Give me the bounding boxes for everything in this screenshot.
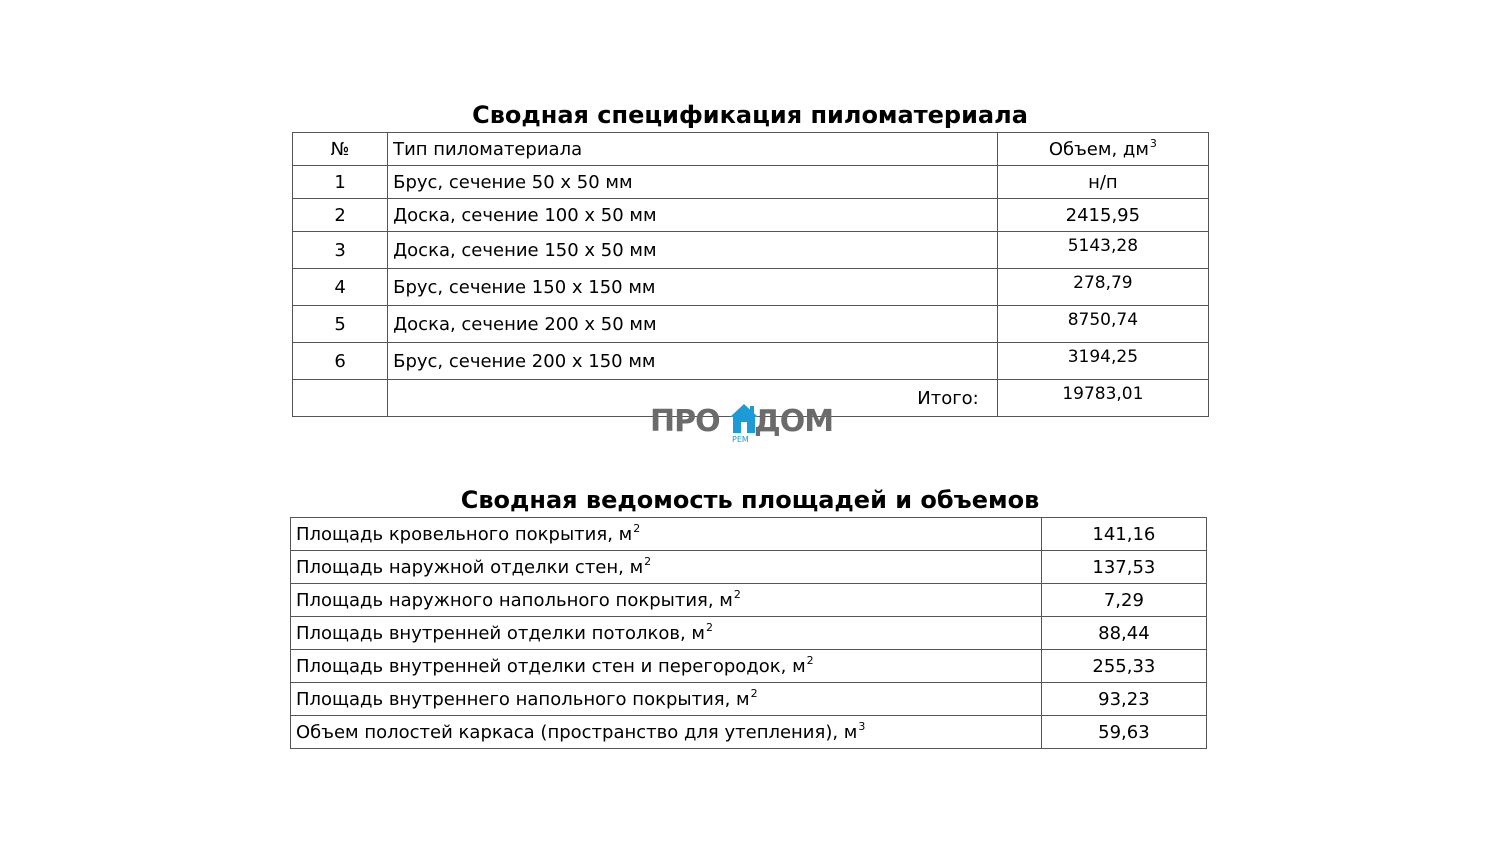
- row-num: 6: [293, 343, 388, 380]
- area-value: 88,44: [1041, 617, 1206, 650]
- table-row: [293, 343, 1209, 380]
- area-label-text: Площадь наружного напольного покрытия, м: [296, 589, 733, 611]
- table-row: [291, 716, 1207, 749]
- row-num: 3: [293, 232, 388, 269]
- area-label-text: Площадь внутренней отделки стен и перегородок, м: [296, 655, 806, 677]
- table-row: [291, 617, 1207, 650]
- areas-table-title: Сводная ведомость площадей и объемов: [460, 486, 1040, 514]
- spec-header-volume-sup: 3: [1149, 136, 1157, 150]
- area-label-text: Площадь внутреннего напольного покрытия, м: [296, 688, 750, 710]
- area-label: [291, 584, 1042, 617]
- spec-header-volume: [997, 133, 1208, 166]
- prorem-dom-logo: [650, 402, 850, 448]
- area-label-sup: 2: [633, 521, 641, 535]
- logo-left-text: ПРО: [650, 404, 720, 439]
- area-label-sup: 2: [806, 653, 814, 667]
- area-label-text: Площадь внутренней отделки потолков, м: [296, 622, 705, 644]
- total-label: Итого:: [388, 380, 998, 417]
- row-volume: н/п: [997, 166, 1208, 199]
- row-volume: 2415,95: [997, 199, 1208, 232]
- area-label-sup: 2: [750, 686, 758, 700]
- area-label: [291, 617, 1042, 650]
- table-row: [291, 650, 1207, 683]
- area-value: 93,23: [1041, 683, 1206, 716]
- row-volume: 278,79: [997, 269, 1208, 306]
- table-row: [293, 166, 1209, 199]
- spec-header-row: [293, 133, 1209, 166]
- spec-table-title: Сводная спецификация пиломатериала: [472, 101, 1028, 129]
- area-label: [291, 518, 1042, 551]
- area-label-sup: 2: [705, 620, 713, 634]
- row-name: Доска, сечение 150 x 50 мм: [388, 232, 998, 269]
- area-label: [291, 716, 1042, 749]
- logo-sub-text: РЕМ: [732, 435, 749, 444]
- table-row: [291, 584, 1207, 617]
- spec-header-volume-text: Объем, дм: [1048, 138, 1149, 160]
- table-row: [291, 551, 1207, 584]
- area-value: 141,16: [1041, 518, 1206, 551]
- area-value: 59,63: [1041, 716, 1206, 749]
- total-empty-cell: [293, 380, 388, 417]
- area-label-sup: 2: [644, 554, 652, 568]
- spec-header-name: Тип пиломатериала: [388, 133, 998, 166]
- area-label: [291, 683, 1042, 716]
- table-row: [293, 199, 1209, 232]
- spec-header-num: №: [293, 133, 388, 166]
- row-volume: 5143,28: [997, 232, 1208, 269]
- area-label-text: Площадь кровельного покрытия, м: [296, 523, 633, 545]
- area-label: [291, 551, 1042, 584]
- table-row: [293, 306, 1209, 343]
- row-num: 2: [293, 199, 388, 232]
- row-name: Брус, сечение 50 x 50 мм: [388, 166, 998, 199]
- row-volume: 3194,25: [997, 343, 1208, 380]
- area-label-text: Площадь наружной отделки стен, м: [296, 556, 644, 578]
- area-label-sup: 2: [733, 587, 741, 601]
- logo-right-text: ДОМ: [754, 404, 834, 439]
- area-value: 137,53: [1041, 551, 1206, 584]
- row-volume: 8750,74: [997, 306, 1208, 343]
- row-num: 1: [293, 166, 388, 199]
- row-name: Брус, сечение 150 x 150 мм: [388, 269, 998, 306]
- area-value: 7,29: [1041, 584, 1206, 617]
- row-name: Доска, сечение 100 x 50 мм: [388, 199, 998, 232]
- table-row: [291, 518, 1207, 551]
- table-row: [293, 232, 1209, 269]
- row-name: Доска, сечение 200 x 50 мм: [388, 306, 998, 343]
- area-label-sup: 3: [858, 719, 866, 733]
- table-row: [293, 269, 1209, 306]
- table-row: [291, 683, 1207, 716]
- area-value: 255,33: [1041, 650, 1206, 683]
- row-name: Брус, сечение 200 x 150 мм: [388, 343, 998, 380]
- row-num: 4: [293, 269, 388, 306]
- areas-volumes-table: [290, 517, 1207, 749]
- lumber-spec-table: [292, 132, 1209, 417]
- area-label: [291, 650, 1042, 683]
- row-num: 5: [293, 306, 388, 343]
- area-label-text: Объем полостей каркаса (пространство для утепления), м: [296, 721, 858, 743]
- total-value: 19783,01: [997, 380, 1208, 417]
